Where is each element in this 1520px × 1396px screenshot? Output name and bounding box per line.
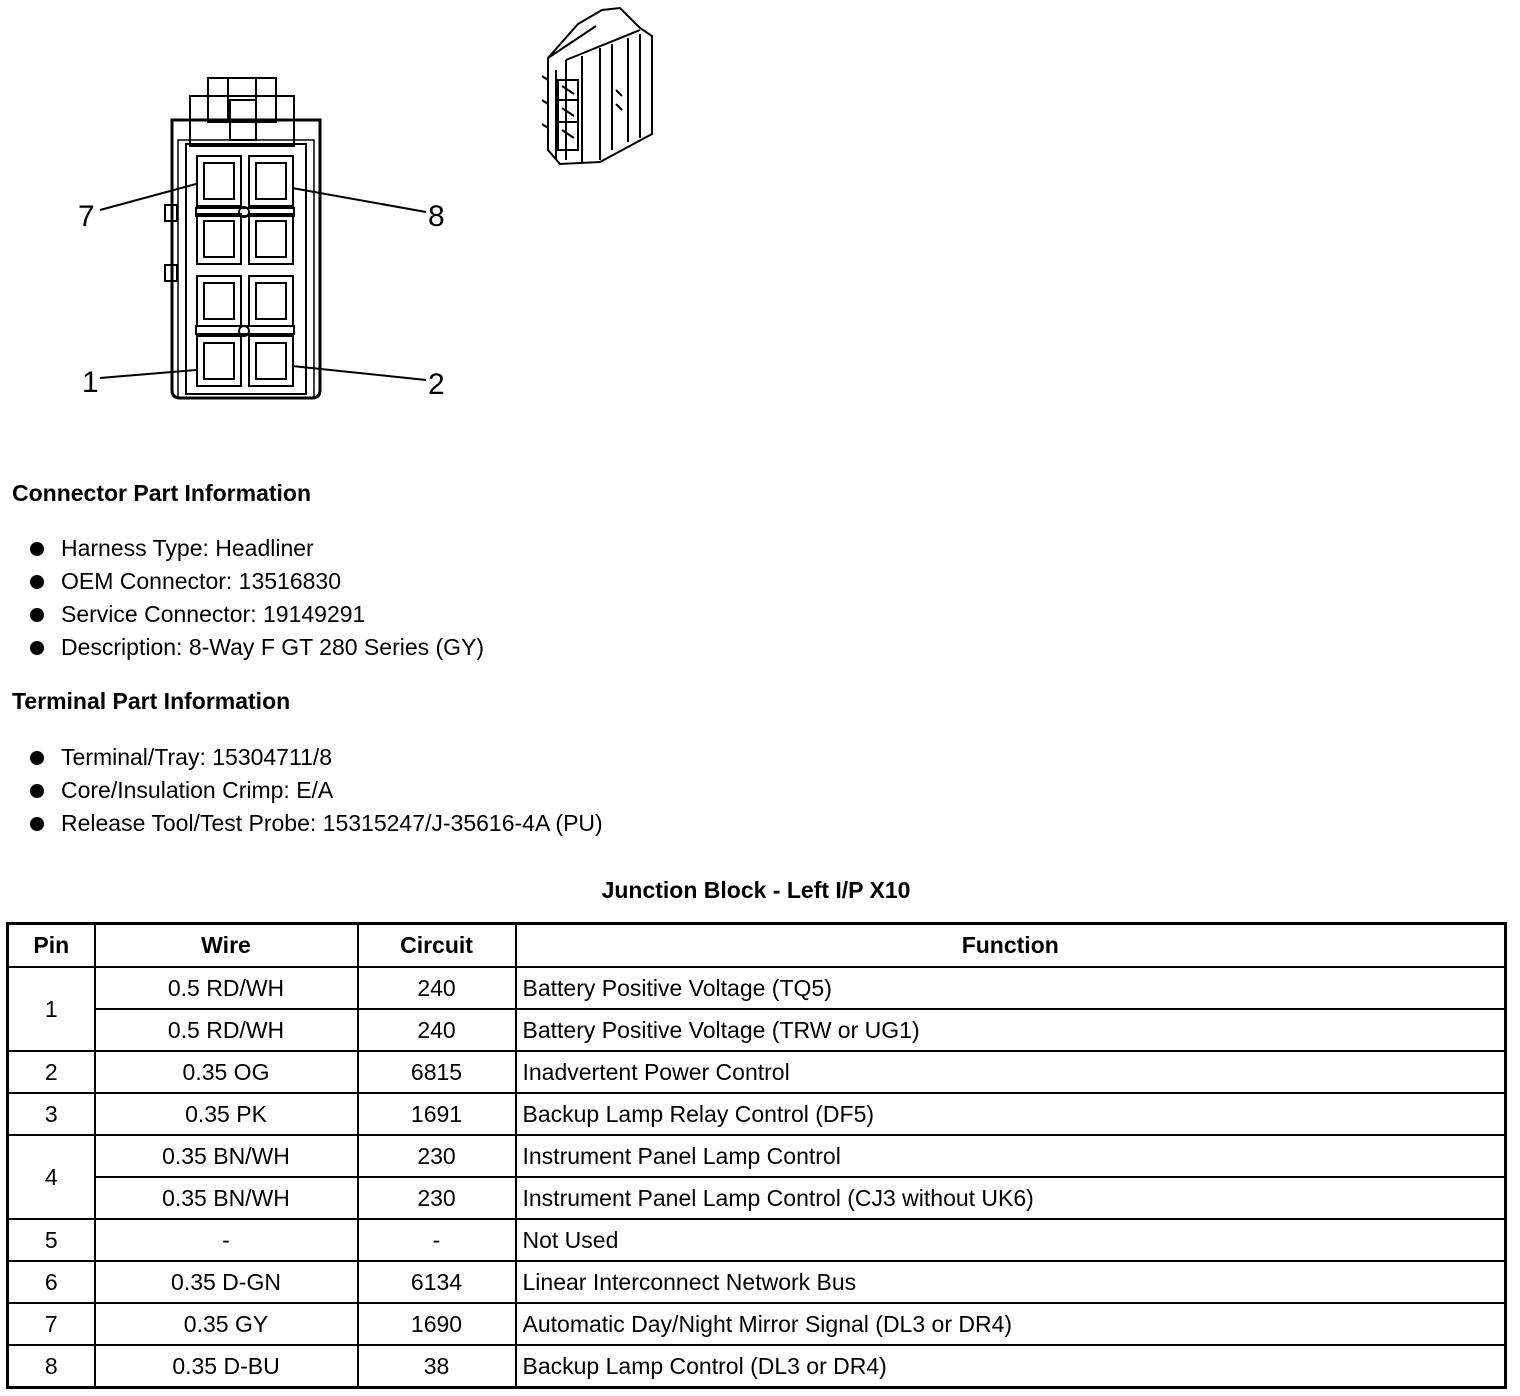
pin-cell: 1 [8,967,95,1051]
terminal-info-title: Terminal Part Information [12,688,291,714]
wire-cell: 0.35 GY [95,1303,358,1345]
pin-cell: 2 [8,1051,95,1093]
function-cell: Linear Interconnect Network Bus [516,1261,1506,1303]
circuit-cell: 230 [358,1177,516,1219]
pin-cell: 4 [8,1135,95,1219]
table-row [8,967,1506,1009]
table-row [8,1219,1506,1261]
pin-label-7: 7 [78,200,95,233]
function-cell: Not Used [516,1219,1506,1261]
circuit-cell: 38 [358,1345,516,1388]
pin-cell: 6 [8,1261,95,1303]
list-item: Release Tool/Test Probe: 15315247/J-35616-4A (PU) [30,807,603,840]
table-row [8,1051,1506,1093]
table-title: Junction Block - Left I/P X10 [601,877,911,903]
connector-face-view [100,78,426,398]
table-row [8,1303,1506,1345]
wire-cell: 0.35 PK [95,1093,358,1135]
pin-label-2: 2 [428,368,445,401]
wire-cell: 0.35 OG [95,1051,358,1093]
function-cell: Instrument Panel Lamp Control [516,1135,1506,1177]
connector-diagram [0,0,700,440]
table-row [8,1135,1506,1177]
list-item: OEM Connector: 13516830 [30,565,484,598]
header-circuit: Circuit [358,924,516,968]
wire-cell: 0.35 D-GN [95,1261,358,1303]
connector-info-list [30,532,484,664]
function-cell: Automatic Day/Night Mirror Signal (DL3 or DR4) [516,1303,1506,1345]
connector-info-title: Connector Part Information [12,480,312,506]
list-item: Harness Type: Headliner [30,532,484,565]
list-item: Terminal/Tray: 15304711/8 [30,741,603,774]
table-row [8,1093,1506,1135]
function-cell: Instrument Panel Lamp Control (CJ3 without UK6) [516,1177,1506,1219]
pin-table [6,922,1507,1389]
wire-cell: - [95,1219,358,1261]
circuit-cell: 6134 [358,1261,516,1303]
pin-cell: 8 [8,1345,95,1388]
header-wire: Wire [95,924,358,968]
wire-cell: 0.5 RD/WH [95,1009,358,1051]
circuit-cell: 230 [358,1135,516,1177]
function-cell: Battery Positive Voltage (TRW or UG1) [516,1009,1506,1051]
circuit-cell: 240 [358,967,516,1009]
pin-cell: 5 [8,1219,95,1261]
table-header-row [8,924,1506,968]
terminal-info-list [30,741,603,840]
table-row [8,1177,1506,1219]
pin-label-8: 8 [428,200,445,233]
list-item: Description: 8-Way F GT 280 Series (GY) [30,631,484,664]
wire-cell: 0.5 RD/WH [95,967,358,1009]
pin-label-1: 1 [82,366,99,399]
circuit-cell: 6815 [358,1051,516,1093]
circuit-cell: - [358,1219,516,1261]
function-cell: Inadvertent Power Control [516,1051,1506,1093]
list-item: Service Connector: 19149291 [30,598,484,631]
table-row [8,1009,1506,1051]
circuit-cell: 1691 [358,1093,516,1135]
pin-cell: 7 [8,1303,95,1345]
header-pin: Pin [8,924,95,968]
connector-isometric-view [542,8,652,164]
circuit-cell: 240 [358,1009,516,1051]
circuit-cell: 1690 [358,1303,516,1345]
pin-cell: 3 [8,1093,95,1135]
wire-cell: 0.35 BN/WH [95,1135,358,1177]
function-cell: Backup Lamp Control (DL3 or DR4) [516,1345,1506,1388]
wire-cell: 0.35 D-BU [95,1345,358,1388]
list-item: Core/Insulation Crimp: E/A [30,774,603,807]
table-row [8,1261,1506,1303]
wire-cell: 0.35 BN/WH [95,1177,358,1219]
table-row [8,1345,1506,1388]
header-function: Function [516,924,1506,968]
function-cell: Backup Lamp Relay Control (DF5) [516,1093,1506,1135]
function-cell: Battery Positive Voltage (TQ5) [516,967,1506,1009]
